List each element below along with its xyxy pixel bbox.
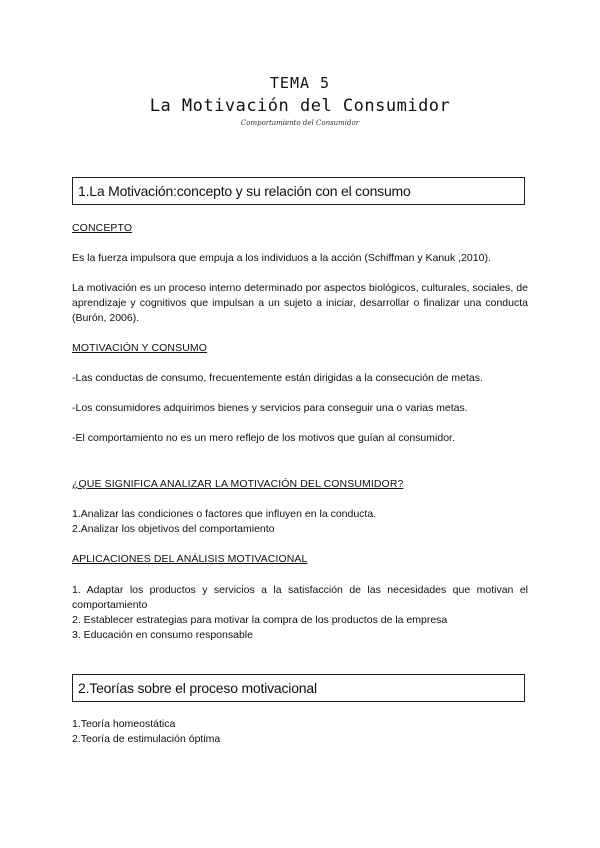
concepto-paragraph-1: Es la fuerza impulsora que empuja a los individuos a la acción (Schiffman y Kanuk ,2010). bbox=[72, 252, 491, 264]
section-2-title: 2.Teorías sobre el proceso motivacional bbox=[72, 674, 525, 702]
teoria-item-2: 2.Teoría de estimulación óptima bbox=[72, 733, 221, 745]
document-header bbox=[0, 72, 600, 127]
aplicaciones-item-1: 1. Adaptar los productos y servicios a la satisfacción de las necesidades que motivan el comportamiento bbox=[72, 584, 528, 611]
course-subtitle: Comportamiento del Consumidor bbox=[240, 119, 360, 127]
motivacion-item-1: -Las conductas de consumo, frecuentemente están dirigidas a la consecución de metas. bbox=[72, 372, 483, 384]
motivacion-item-3: -El comportamiento no es un mero reflejo de los motivos que guían al consumidor. bbox=[72, 432, 455, 444]
aplicaciones-item-3: 3. Educación en consumo responsable bbox=[72, 629, 253, 641]
section-1-title: 1.La Motivación:concepto y su relación con el consumo bbox=[72, 177, 525, 205]
chapter-title: La Motivación del Consumidor bbox=[149, 96, 451, 116]
significa-heading: ¿QUE SIGNIFICA ANALIZAR LA MOTIVACIÓN DEL CONSUMIDOR? bbox=[72, 478, 404, 490]
chapter-number: TEMA 5 bbox=[269, 74, 331, 92]
motivacion-consumo-heading: MOTIVACIÓN Y CONSUMO bbox=[72, 342, 208, 354]
motivacion-item-2: -Los consumidores adquirimos bienes y servicios para conseguir una o varias metas. bbox=[72, 402, 468, 414]
teoria-item-1: 1.Teoría homeostática bbox=[72, 718, 176, 730]
aplicaciones-heading: APLICACIONES DEL ANÁLISIS MOTIVACIONAL bbox=[72, 553, 308, 565]
significa-item-1: 1.Analizar las condiciones o factores que influyen en la conducta. bbox=[72, 508, 377, 520]
significa-item-2: 2.Analizar los objetivos del comportamiento bbox=[72, 523, 275, 535]
concepto-heading: CONCEPTO bbox=[72, 222, 133, 234]
concepto-paragraph-2: La motivación es un proceso interno determinado por aspectos biológicos, culturales, sociales, de aprendizaje y cognitivos que impulsan a un sujeto a iniciar, desarrollar o finalizar una conducta (Burón, 2006). bbox=[72, 282, 528, 324]
aplicaciones-item-2: 2. Establecer estrategias para motivar la compra de los productos de la empresa bbox=[72, 614, 448, 626]
